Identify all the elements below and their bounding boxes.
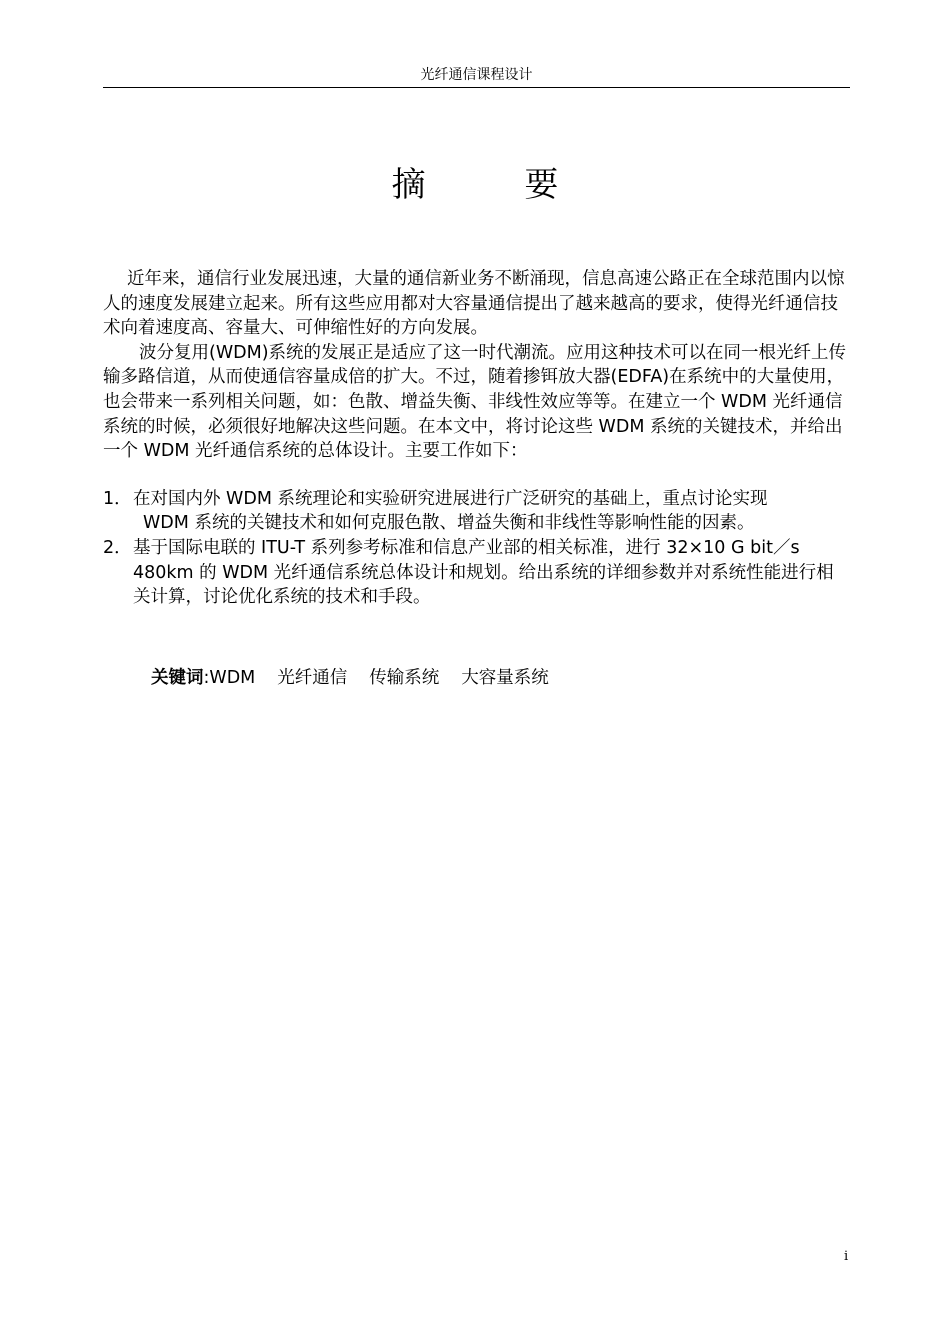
list-item-number: 2． (103, 537, 132, 558)
keyword: 大容量系统 (461, 668, 549, 688)
keyword: 光纤通信 (277, 668, 348, 688)
abstract-paragraph-1: 近年来，通信行业发展迅速，大量的通信新业务不断涌现，信息高速公路正在全球范围内以惊人的速度发展建立起来。所有这些应用都对大容量通信提出了越来越高的要求，使得光纤通信技术向着速度高、容量大、可伸缩性好的方向发展。 (103, 269, 845, 339)
keywords-label: 关键词 (151, 668, 204, 688)
list-item (103, 536, 851, 610)
list-item-text: 在对国内外 WDM 系统理论和实验研究进展进行广泛研究的基础上，重点讨论实现 (133, 488, 768, 509)
list-item-text-continued: 480km 的 WDM 光纤通信系统总体设计和规划。给出系统的详细参数并对系统性能进行相关计算，讨论优化系统的技术和手段。 (133, 562, 834, 608)
keywords-colon: : (203, 668, 210, 688)
list-item-text-continued: WDM 系统的关键技术和如何克服色散、增益失衡和非线性等影响性能的因素。 (143, 513, 755, 534)
header-divider (103, 87, 850, 88)
list-item-number: 1． (103, 488, 132, 509)
page-number: i (844, 1249, 849, 1264)
abstract-paragraph-2: 波分复用(WDM)系统的发展正是适应了这一时代潮流。应用这种技术可以在同一根光纤上传输多路信道，从而使通信容量成倍的扩大。不过，随着掺铒放大器(EDFA)在系统中的大量使用，也会带来一系列相关问题，如：色散、增益失衡、非线性效应等等。在建立一个 WDM 光纤通信系统的时候，必须很好地解决这些问题。在本文中，将讨论这些 WDM 系统的关键技术，并给出一个 WDM 光纤通信系统的总体设计。主要工作如下： (103, 342, 847, 462)
list-item (103, 487, 851, 536)
keywords-line (151, 666, 571, 690)
keyword: 传输系统 (369, 668, 440, 688)
abstract-body (103, 267, 851, 610)
abstract-title: 摘 要 (391, 165, 603, 205)
work-list (103, 487, 851, 610)
list-item-text: 基于国际电联的 ITU-T 系列参考标准和信息产业部的相关标准，进行 32×10 G bit／s (133, 537, 800, 558)
running-header: 光纤通信课程设计 (420, 67, 533, 83)
keyword: WDM (209, 668, 256, 688)
